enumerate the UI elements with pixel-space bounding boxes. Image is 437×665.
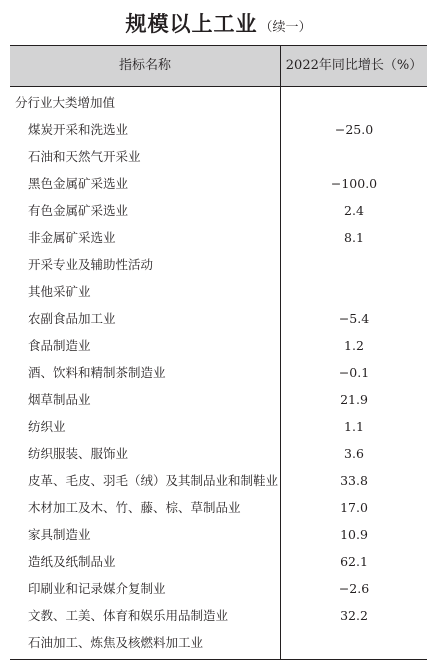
- row-value: [281, 251, 427, 278]
- row-label: 纺织业: [28, 419, 66, 434]
- row-label: 其他采矿业: [28, 284, 91, 299]
- table-row: [10, 224, 427, 251]
- row-value: 62.1: [340, 554, 368, 569]
- row-label: 纺织服装、服饰业: [28, 446, 129, 461]
- row-value: [281, 278, 427, 305]
- row-label: 农副食品加工业: [28, 311, 116, 326]
- row-value: −5.4: [338, 311, 370, 326]
- row-value: 8.1: [344, 230, 364, 245]
- row-value: −2.6: [338, 581, 370, 596]
- table-row: [10, 359, 427, 386]
- header-growth-rate: 2022年同比增长（%）: [285, 58, 423, 73]
- row-label: 酒、饮料和精制茶制造业: [28, 365, 166, 380]
- row-value: −0.1: [338, 365, 370, 380]
- row-label: 煤炭开采和洗选业: [28, 122, 129, 137]
- table-row: [10, 521, 427, 548]
- table-section-heading: [10, 89, 427, 116]
- title-text: 规模以上工业: [125, 11, 258, 36]
- row-label: 文教、工美、体育和娱乐用品制造业: [28, 608, 229, 623]
- row-label: 食品制造业: [28, 338, 91, 353]
- row-label: 分行业大类增加值: [15, 95, 116, 110]
- table-row: [10, 467, 427, 494]
- table-row: [10, 251, 427, 278]
- row-value: 17.0: [340, 500, 368, 515]
- table-row: [10, 197, 427, 224]
- row-label: 非金属矿采选业: [28, 230, 116, 245]
- row-label: 木材加工及木、竹、藤、棕、草制品业: [28, 500, 241, 515]
- data-table: [10, 45, 427, 660]
- header-indicator-name: 指标名称: [118, 58, 171, 73]
- row-label: 皮革、毛皮、羽毛（绒）及其制品业和制鞋业: [28, 473, 279, 488]
- row-label: 家具制造业: [28, 527, 91, 542]
- row-label: 印刷业和记录媒介复制业: [28, 581, 166, 596]
- table-row: [10, 602, 427, 629]
- row-value: 1.1: [344, 419, 364, 434]
- row-value: 10.9: [340, 527, 368, 542]
- table-row: [10, 386, 427, 413]
- table-header: [10, 46, 427, 87]
- title-subtitle: （续一）: [259, 20, 312, 35]
- row-value: 33.8: [340, 473, 368, 488]
- table-row: [10, 548, 427, 575]
- row-value: [281, 89, 427, 116]
- row-value: 3.6: [344, 446, 364, 461]
- row-value: −25.0: [334, 122, 374, 137]
- row-label: 烟草制品业: [28, 392, 91, 407]
- table-row: [10, 116, 427, 143]
- row-label: 造纸及纸制品业: [28, 554, 116, 569]
- row-value: 1.2: [344, 338, 364, 353]
- table-row: [10, 413, 427, 440]
- table-row: [10, 143, 427, 170]
- table-row: [10, 440, 427, 467]
- table-row: [10, 575, 427, 602]
- row-label: 有色金属矿采选业: [28, 203, 129, 218]
- row-value: −100.0: [330, 176, 378, 191]
- row-value: 32.2: [340, 608, 368, 623]
- row-value: [281, 143, 427, 170]
- row-value: [281, 629, 427, 656]
- table-row: [10, 278, 427, 305]
- row-value: 2.4: [344, 203, 364, 218]
- table-row: [10, 170, 427, 197]
- table-row: [10, 332, 427, 359]
- table-row: [10, 305, 427, 332]
- row-label: 石油和天然气开采业: [28, 149, 141, 164]
- table-row: [10, 629, 427, 656]
- row-label: 开采专业及辅助性活动: [28, 257, 154, 272]
- row-label: 黑色金属矿采选业: [28, 176, 129, 191]
- row-value: 21.9: [340, 392, 368, 407]
- row-label: 石油加工、炼焦及核燃料加工业: [28, 635, 204, 650]
- table-row: [10, 494, 427, 521]
- page-title: [0, 8, 437, 38]
